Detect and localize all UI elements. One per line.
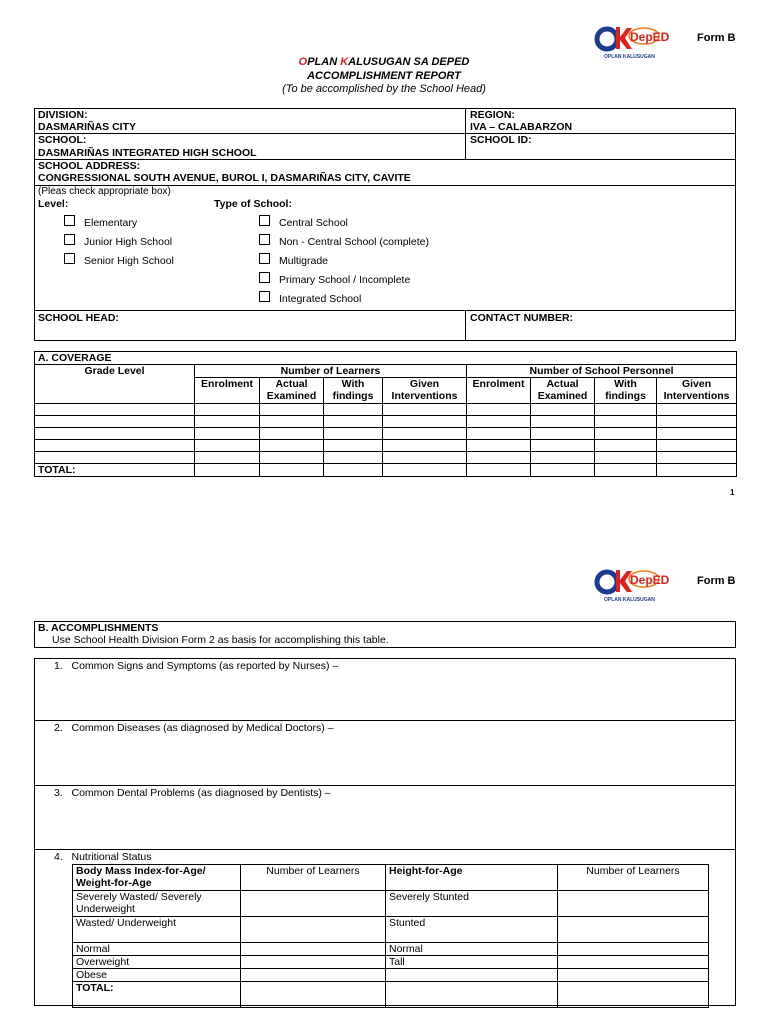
central-school-label: Central School: [279, 217, 348, 229]
report-title-line2: ACCOMPLISHMENT REPORT: [307, 70, 461, 82]
learners-interventions-header: Given Interventions: [383, 378, 467, 404]
personnel-examined-header: Actual Examined: [531, 378, 595, 404]
table-row: [35, 404, 737, 416]
table-row: [35, 428, 737, 440]
integrated-school-label: Integrated School: [279, 293, 362, 305]
bmi-header: Body Mass Index-for-Age/ Weight-for-Age: [73, 865, 241, 891]
accomplishments-title: B. ACCOMPLISHMENTS: [38, 622, 159, 634]
hfa-header: Height-for-Age: [386, 865, 558, 891]
learners-enrolment-header: Enrolment: [195, 378, 260, 404]
integrated-school-checkbox[interactable]: [259, 291, 270, 302]
elementary-label: Elementary: [84, 217, 138, 229]
primary-school-label: Primary School / Incomplete: [279, 274, 411, 286]
table-row: [73, 917, 709, 943]
total-row: [73, 982, 709, 1008]
table-row: [35, 416, 737, 428]
jhs-checkbox[interactable]: [64, 234, 75, 245]
bmi-row-label: Severely Wasted/ Severely Underweight: [73, 891, 241, 917]
deped-logo: [594, 565, 686, 605]
coverage-section-title: A. COVERAGE: [35, 352, 737, 365]
primary-school-checkbox[interactable]: [259, 272, 270, 283]
learners-header: Number of Learners: [195, 365, 467, 378]
nutritional-status-item: 4. Nutritional Status: [54, 851, 152, 863]
dental-problems-item: 3. Common Dental Problems (as diagnosed by Dentists) –: [54, 787, 331, 799]
bmi-total-label: TOTAL:: [73, 982, 241, 1008]
learners-examined-header: Actual Examined: [260, 378, 324, 404]
table-row: [35, 440, 737, 452]
jhs-label: Junior High School: [84, 236, 173, 248]
hfa-row-label: Normal: [386, 943, 558, 956]
division-label: DIVISION:: [38, 109, 88, 121]
signs-symptoms-item: 1. Common Signs and Symptoms (as reported by Nurses) –: [54, 660, 339, 672]
form-label: Form B: [697, 575, 736, 587]
learners-findings-header: With findings: [324, 378, 383, 404]
report-title-line3: (To be accomplished by the School Head): [282, 83, 486, 95]
total-label: TOTAL:: [35, 464, 195, 477]
hfa-row-label: Tall: [386, 956, 558, 969]
school-info-box: [34, 108, 736, 341]
multigrade-label: Multigrade: [279, 255, 329, 267]
common-diseases-item: 2. Common Diseases (as diagnosed by Medical Doctors) –: [54, 722, 334, 734]
nutrition-table: [72, 864, 709, 1008]
table-row: [73, 969, 709, 982]
address-value: CONGRESSIONAL SOUTH AVENUE, BUROL I, DASMARIÑAS CITY, CAVITE: [38, 172, 411, 184]
bmi-row-label: Obese: [73, 969, 241, 982]
bmi-count-header: Number of Learners: [241, 865, 386, 891]
elementary-checkbox[interactable]: [64, 215, 75, 226]
personnel-enrolment-header: Enrolment: [467, 378, 531, 404]
check-note: (Pleas check appropriate box): [38, 186, 171, 197]
school-label: SCHOOL:: [38, 134, 87, 146]
shs-label: Senior High School: [84, 255, 174, 267]
form-label: Form B: [697, 32, 736, 44]
level-label: Level:: [38, 198, 69, 210]
grade-level-header: Grade Level: [35, 365, 195, 404]
region-value: IVA – CALABARZON: [470, 121, 573, 133]
table-row: [73, 891, 709, 917]
hfa-row-label: Stunted: [386, 917, 558, 943]
school-id-label: SCHOOL ID:: [470, 134, 532, 146]
contact-number-label: CONTACT NUMBER:: [470, 312, 574, 324]
coverage-table: [34, 351, 737, 477]
bmi-row-label: Normal: [73, 943, 241, 956]
accomplishments-note: Use School Health Division Form 2 as basis for accomplishing this table.: [52, 634, 389, 646]
division-value: DASMARIÑAS CITY: [38, 121, 137, 133]
svg-text:OPLAN KALUSUGAN: OPLAN KALUSUGAN: [604, 54, 655, 60]
report-title-line1: OPLAN KALUSUGAN SA DEPED: [298, 56, 470, 68]
total-row: [35, 464, 737, 477]
svg-text:OPLAN KALUSUGAN: OPLAN KALUSUGAN: [604, 597, 655, 603]
personnel-header: Number of School Personnel: [467, 365, 737, 378]
table-row: [73, 943, 709, 956]
personnel-interventions-header: Given Interventions: [657, 378, 737, 404]
non-central-checkbox[interactable]: [259, 234, 270, 245]
type-label: Type of School:: [214, 198, 292, 210]
bmi-row-label: Overweight: [73, 956, 241, 969]
non-central-label: Non - Central School (complete): [279, 236, 429, 248]
bmi-row-label: Wasted/ Underweight: [73, 917, 241, 943]
school-value: DASMARIÑAS INTEGRATED HIGH SCHOOL: [38, 147, 257, 159]
school-head-label: SCHOOL HEAD:: [38, 312, 119, 324]
region-label: REGION:: [470, 109, 515, 121]
address-label: SCHOOL ADDRESS:: [38, 160, 141, 172]
hfa-row-label: Severely Stunted: [386, 891, 558, 917]
hfa-count-header: Number of Learners: [558, 865, 709, 891]
svg-text:DepED: DepED: [630, 30, 670, 44]
multigrade-checkbox[interactable]: [259, 253, 270, 264]
central-school-checkbox[interactable]: [259, 215, 270, 226]
personnel-findings-header: With findings: [595, 378, 657, 404]
svg-text:DepED: DepED: [630, 573, 670, 587]
page-number: 1: [730, 488, 735, 497]
shs-checkbox[interactable]: [64, 253, 75, 264]
table-row: [73, 956, 709, 969]
table-row: [35, 452, 737, 464]
